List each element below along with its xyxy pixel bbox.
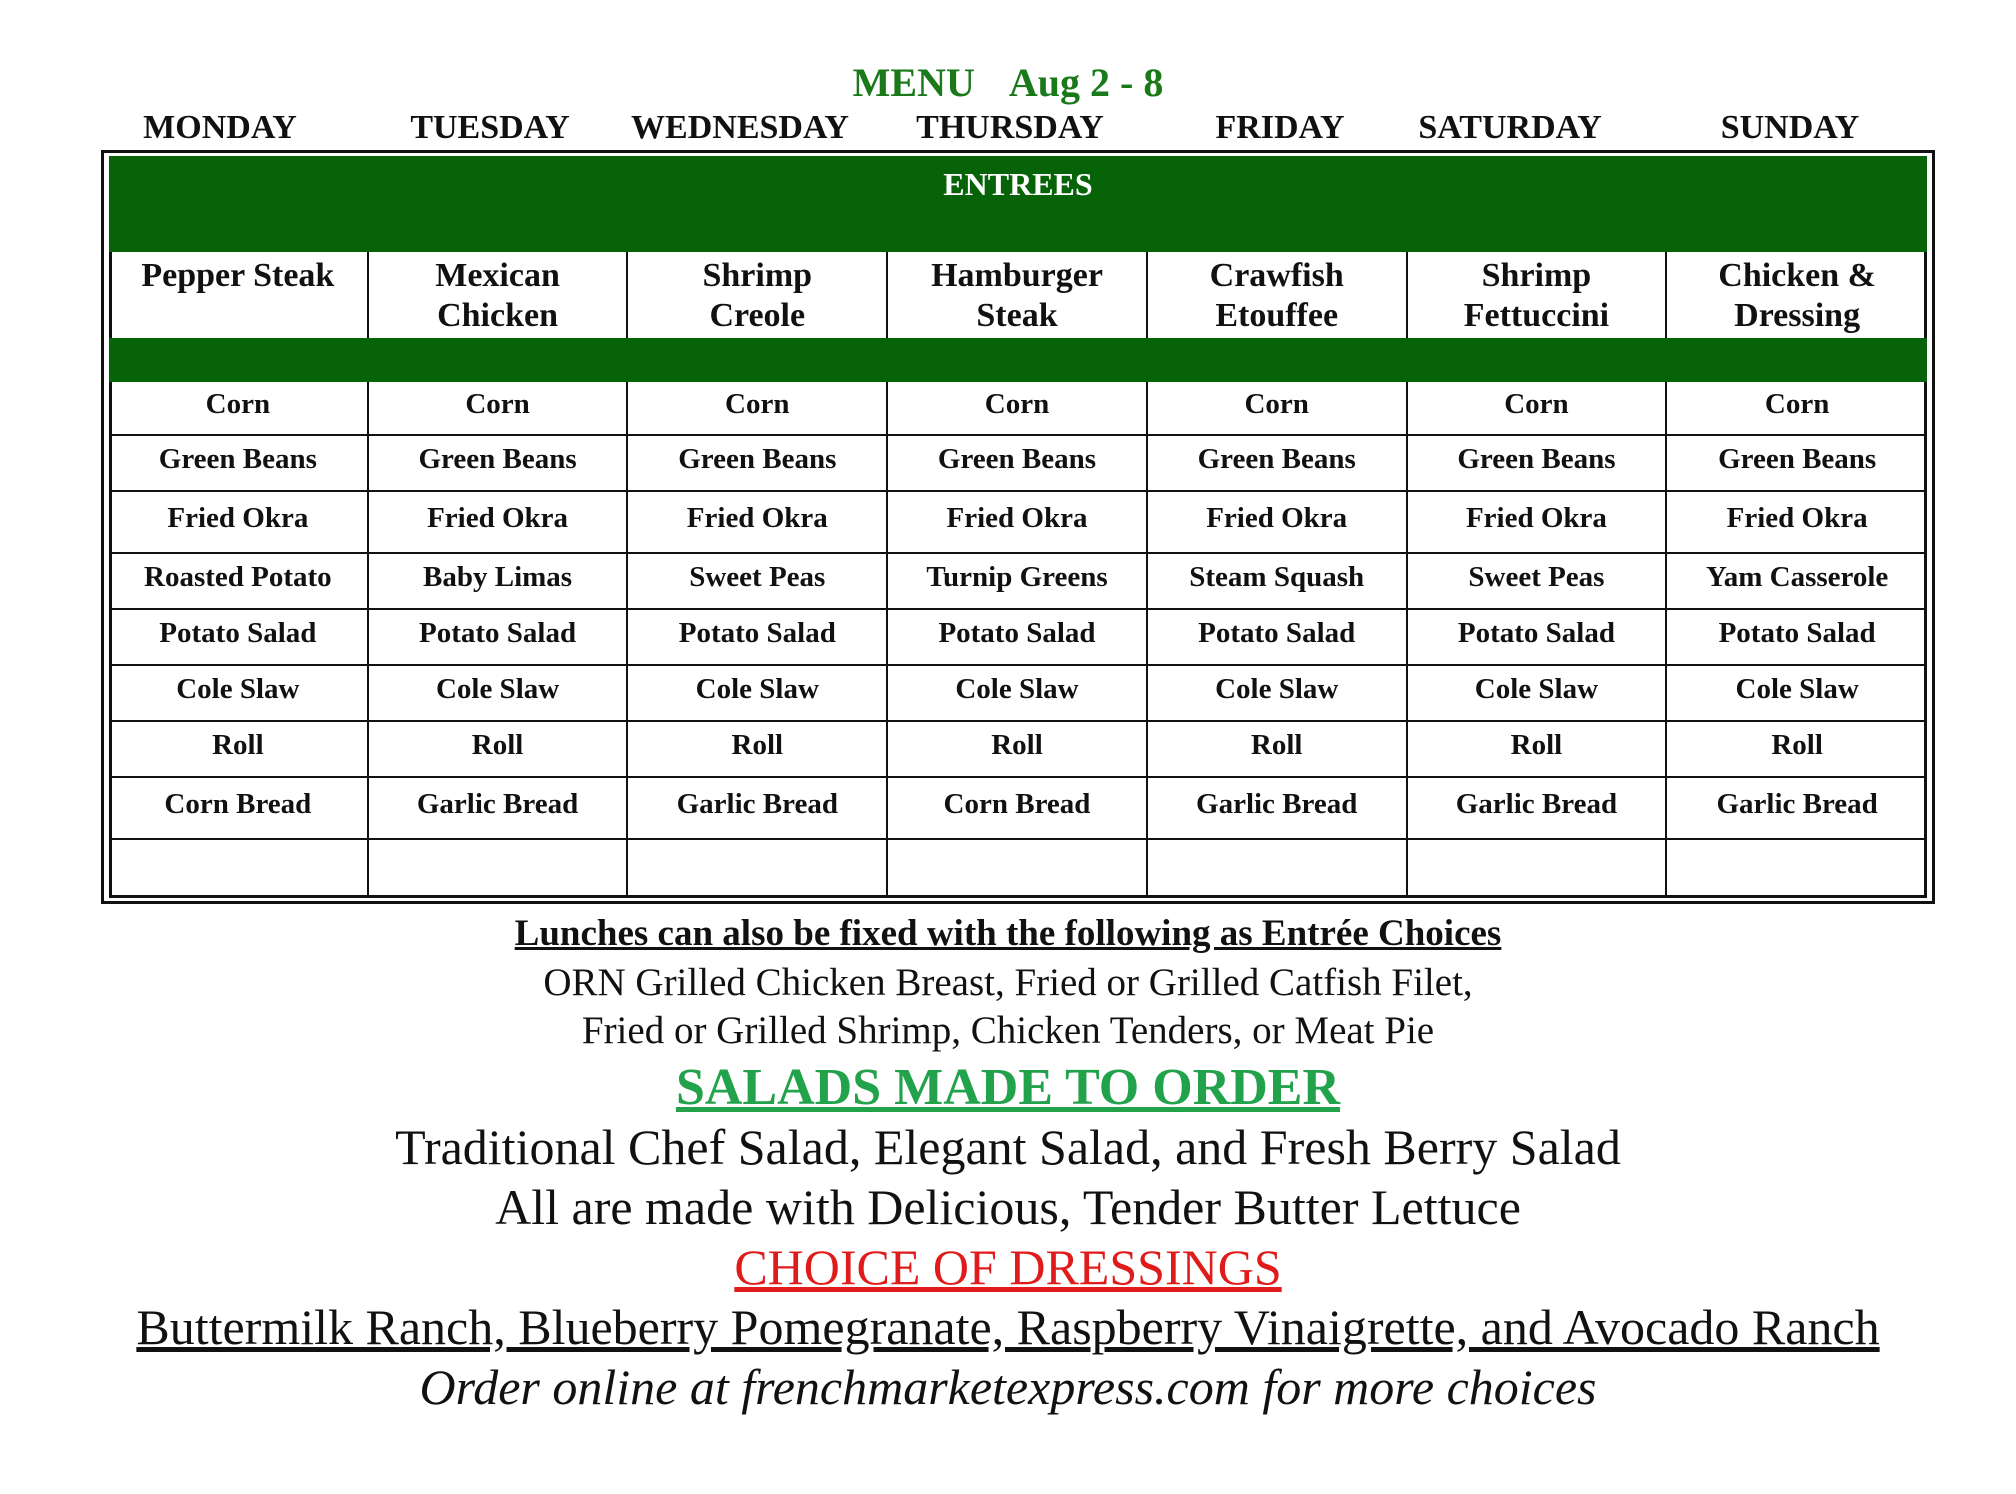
empty-cell xyxy=(888,840,1148,896)
side-item-cell: Cole Slaw xyxy=(888,666,1148,722)
side-item-cell: Yam Casserole xyxy=(1667,554,1927,610)
entree-name-line: Chicken xyxy=(437,297,559,334)
menu-title-label: MENU xyxy=(852,60,975,105)
salads-heading: SALADS MADE TO ORDER xyxy=(675,1059,1341,1116)
entree-cell-thursday xyxy=(888,252,1148,338)
side-item-cell: Cole Slaw xyxy=(1408,666,1668,722)
side-item-cell: Fried Okra xyxy=(888,492,1148,554)
entree-name-line: Etouffee xyxy=(1215,297,1339,334)
side-item-cell: Potato Salad xyxy=(369,610,629,666)
side-item-cell: Green Beans xyxy=(1148,436,1408,492)
side-item-cell: Fried Okra xyxy=(628,492,888,554)
side-item-cell: Potato Salad xyxy=(1148,610,1408,666)
entree-name-line: Pepper Steak xyxy=(141,257,335,294)
side-item-cell: Cole Slaw xyxy=(369,666,629,722)
side-item-cell: Garlic Bread xyxy=(1667,778,1927,840)
entree-name-line: Creole xyxy=(709,297,806,334)
side-item-cell: Potato Salad xyxy=(1667,610,1927,666)
entree-name-line: Mexican xyxy=(435,257,560,294)
entree-name-line: Fettuccini xyxy=(1463,297,1610,334)
day-header-monday: MONDAY xyxy=(143,109,297,146)
empty-cell xyxy=(1408,840,1668,896)
side-item-cell: Roll xyxy=(1148,722,1408,778)
side-item-cell: Garlic Bread xyxy=(1408,778,1668,840)
day-header-saturday: SATURDAY xyxy=(1418,109,1602,146)
entree-name-line: Steak xyxy=(976,297,1058,334)
entree-choices-heading: Lunches can also be fixed with the following as Entrée Choices xyxy=(514,913,1502,954)
side-item-cell: Roll xyxy=(109,722,369,778)
side-item-cell: Roll xyxy=(1667,722,1927,778)
entree-name-line: Crawfish xyxy=(1209,257,1344,294)
entree-cell-sunday xyxy=(1667,252,1927,338)
sides-table xyxy=(109,382,1927,896)
entree-cell-friday xyxy=(1148,252,1408,338)
salads-line-2: All are made with Delicious, Tender Butter Lettuce xyxy=(495,1179,1521,1235)
side-item-cell: Fried Okra xyxy=(109,492,369,554)
entree-name-line: Shrimp xyxy=(702,257,813,294)
day-header-tuesday: TUESDAY xyxy=(410,109,570,146)
entree-name-line: Chicken & xyxy=(1718,257,1876,294)
side-item-cell: Fried Okra xyxy=(1148,492,1408,554)
entree-cell-saturday xyxy=(1408,252,1668,338)
side-item-cell: Potato Salad xyxy=(109,610,369,666)
side-item-cell: Sweet Peas xyxy=(1408,554,1668,610)
side-item-cell: Cole Slaw xyxy=(1667,666,1927,722)
side-item-cell: Corn xyxy=(1148,382,1408,436)
side-item-cell: Corn xyxy=(888,382,1148,436)
side-item-cell: Baby Limas xyxy=(369,554,629,610)
side-item-cell: Green Beans xyxy=(369,436,629,492)
menu-title xyxy=(0,58,2016,108)
side-item-cell: Cole Slaw xyxy=(628,666,888,722)
side-item-cell: Potato Salad xyxy=(888,610,1148,666)
entree-row xyxy=(109,252,1927,338)
side-item-cell: Roll xyxy=(1408,722,1668,778)
entree-cell-tuesday xyxy=(369,252,629,338)
empty-cell xyxy=(628,840,888,896)
side-item-cell: Roll xyxy=(369,722,629,778)
entree-cell-monday xyxy=(109,252,369,338)
entrees-banner-label: ENTREES xyxy=(943,166,1093,202)
entree-name-line: Shrimp xyxy=(1481,257,1592,294)
entree-choices-line-1: ORN Grilled Chicken Breast, Fried or Grilled Catfish Filet, xyxy=(543,961,1473,1004)
salads-line-1: Traditional Chef Salad, Elegant Salad, and Fresh Berry Salad xyxy=(395,1119,1621,1175)
dressings-list: Buttermilk Ranch, Blueberry Pomegranate, Raspberry Vinaigrette, and Avocado Ranch xyxy=(136,1299,1880,1355)
side-item-cell: Corn xyxy=(1667,382,1927,436)
empty-cell xyxy=(1667,840,1927,896)
entree-name-line xyxy=(109,296,367,336)
weekday-header-row xyxy=(100,106,1940,150)
entree-name-line: Dressing xyxy=(1734,297,1861,334)
side-item-cell: Roll xyxy=(888,722,1148,778)
side-item-cell: Turnip Greens xyxy=(888,554,1148,610)
side-item-cell: Roll xyxy=(628,722,888,778)
side-item-cell: Green Beans xyxy=(1667,436,1927,492)
side-item-cell: Potato Salad xyxy=(1408,610,1668,666)
side-item-cell: Fried Okra xyxy=(1667,492,1927,554)
side-item-cell: Fried Okra xyxy=(369,492,629,554)
side-item-cell: Corn xyxy=(1408,382,1668,436)
side-item-cell: Sweet Peas xyxy=(628,554,888,610)
day-header-thursday: THURSDAY xyxy=(916,109,1104,146)
day-header-wednesday: WEDNESDAY xyxy=(631,109,849,146)
side-item-cell: Cole Slaw xyxy=(1148,666,1408,722)
side-item-cell: Fried Okra xyxy=(1408,492,1668,554)
day-header-sunday: SUNDAY xyxy=(1720,109,1860,146)
empty-cell xyxy=(1148,840,1408,896)
side-item-cell: Green Beans xyxy=(628,436,888,492)
dressings-heading: CHOICE OF DRESSINGS xyxy=(734,1239,1282,1295)
side-item-cell: Garlic Bread xyxy=(1148,778,1408,840)
sides-divider-band xyxy=(109,338,1927,382)
order-online-note: Order online at frenchmarketexpress.com for more choices xyxy=(419,1359,1597,1415)
side-item-cell: Corn Bread xyxy=(888,778,1148,840)
side-item-cell: Corn xyxy=(109,382,369,436)
menu-date-range: Aug 2 - 8 xyxy=(1008,60,1164,105)
entrees-banner xyxy=(109,156,1927,252)
side-item-cell: Roasted Potato xyxy=(109,554,369,610)
side-item-cell: Corn Bread xyxy=(109,778,369,840)
side-item-cell: Garlic Bread xyxy=(628,778,888,840)
entree-choices-line-2: Fried or Grilled Shrimp, Chicken Tenders, or Meat Pie xyxy=(581,1009,1435,1052)
side-item-cell: Green Beans xyxy=(109,436,369,492)
side-item-cell: Garlic Bread xyxy=(369,778,629,840)
empty-cell xyxy=(369,840,629,896)
day-header-friday: FRIDAY xyxy=(1215,109,1345,146)
side-item-cell: Green Beans xyxy=(1408,436,1668,492)
side-item-cell: Potato Salad xyxy=(628,610,888,666)
side-item-cell: Steam Squash xyxy=(1148,554,1408,610)
entree-cell-wednesday xyxy=(628,252,888,338)
side-item-cell: Corn xyxy=(628,382,888,436)
empty-cell xyxy=(109,840,369,896)
side-item-cell: Corn xyxy=(369,382,629,436)
side-item-cell: Green Beans xyxy=(888,436,1148,492)
entree-name-line: Hamburger xyxy=(931,257,1103,294)
side-item-cell: Cole Slaw xyxy=(109,666,369,722)
